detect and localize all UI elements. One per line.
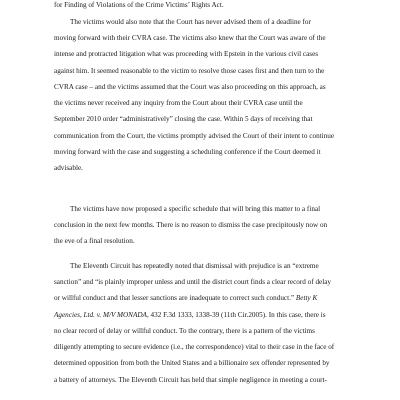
- case-reporter: 432 F.3d 1333, 1338-39 (11th Cir.2005).: [150, 311, 267, 319]
- text-line: The victims would also note that the Court has never advised them of a deadline for: [70, 18, 311, 26]
- text-line: moving forward with the case and suggesting a scheduling conference if the Court deemed it: [54, 148, 321, 156]
- text-line: advisable.: [54, 164, 83, 172]
- text-line: for Finding of Violations of the Crime Victims’ Rights Act.: [54, 1, 224, 9]
- text-segment: In this case, there is: [268, 311, 326, 319]
- case-name: Betty K: [295, 294, 318, 302]
- text-line-with-citation: [54, 307, 326, 323]
- text-line: moving forward with their CVRA case. The victims also knew that the Court was aware of the: [54, 34, 326, 42]
- text-line: conclusion in the next few months. There is no reason to dismiss the case precipitously now on: [54, 221, 328, 229]
- text-line: diligently attempting to secure evidence (i.e., the correspondence) vital to their case in the face of: [54, 343, 335, 351]
- text-line: the eve of a final resolution.: [54, 237, 135, 245]
- case-name: Agencies, Ltd. v. M/V MONADA,: [54, 311, 149, 319]
- text-line: September 2010 order “administratively” closing the case. Within 5 days of receiving that: [54, 115, 313, 123]
- text-line: intense and protracted litigation what was proceeding with Epstein in the various civil cases: [54, 50, 319, 58]
- text-segment: or willful conduct and that lesser sanctions are inadequate to correct such conduct.”: [54, 294, 295, 302]
- text-line: a battery of attorneys. The Eleventh Circuit has held that simple negligence in meeting a court-: [54, 376, 327, 384]
- text-line-with-citation: [54, 290, 317, 306]
- text-line: sanction” and “is plainly improper unless and until the district court finds a clear record of delay: [54, 278, 332, 286]
- text-line: CVRA case – and the victims assumed that the Court was also proceeding on this approach, as: [54, 83, 326, 91]
- text-line: communication from the Court, the victims promptly advised the Court of their intent to continue: [54, 132, 335, 140]
- text-line: The Eleventh Circuit has repeatedly noted that dismissal with prejudice is an “extreme: [70, 262, 319, 270]
- text-line: The victims have now proposed a specific schedule that will bring this matter to a final: [70, 205, 321, 213]
- text-line: against him. It seemed reasonable to the victim to resolve those cases first and then turn to the: [54, 67, 325, 75]
- text-line: no clear record of delay or willful conduct. To the contrary, there is a pattern of the victims: [54, 327, 315, 335]
- text-line: determined opposition from both the United States and a billionaire sex offender represented by: [54, 359, 330, 367]
- text-line: the victims never received any inquiry from the Court about their CVRA case until the: [54, 99, 303, 107]
